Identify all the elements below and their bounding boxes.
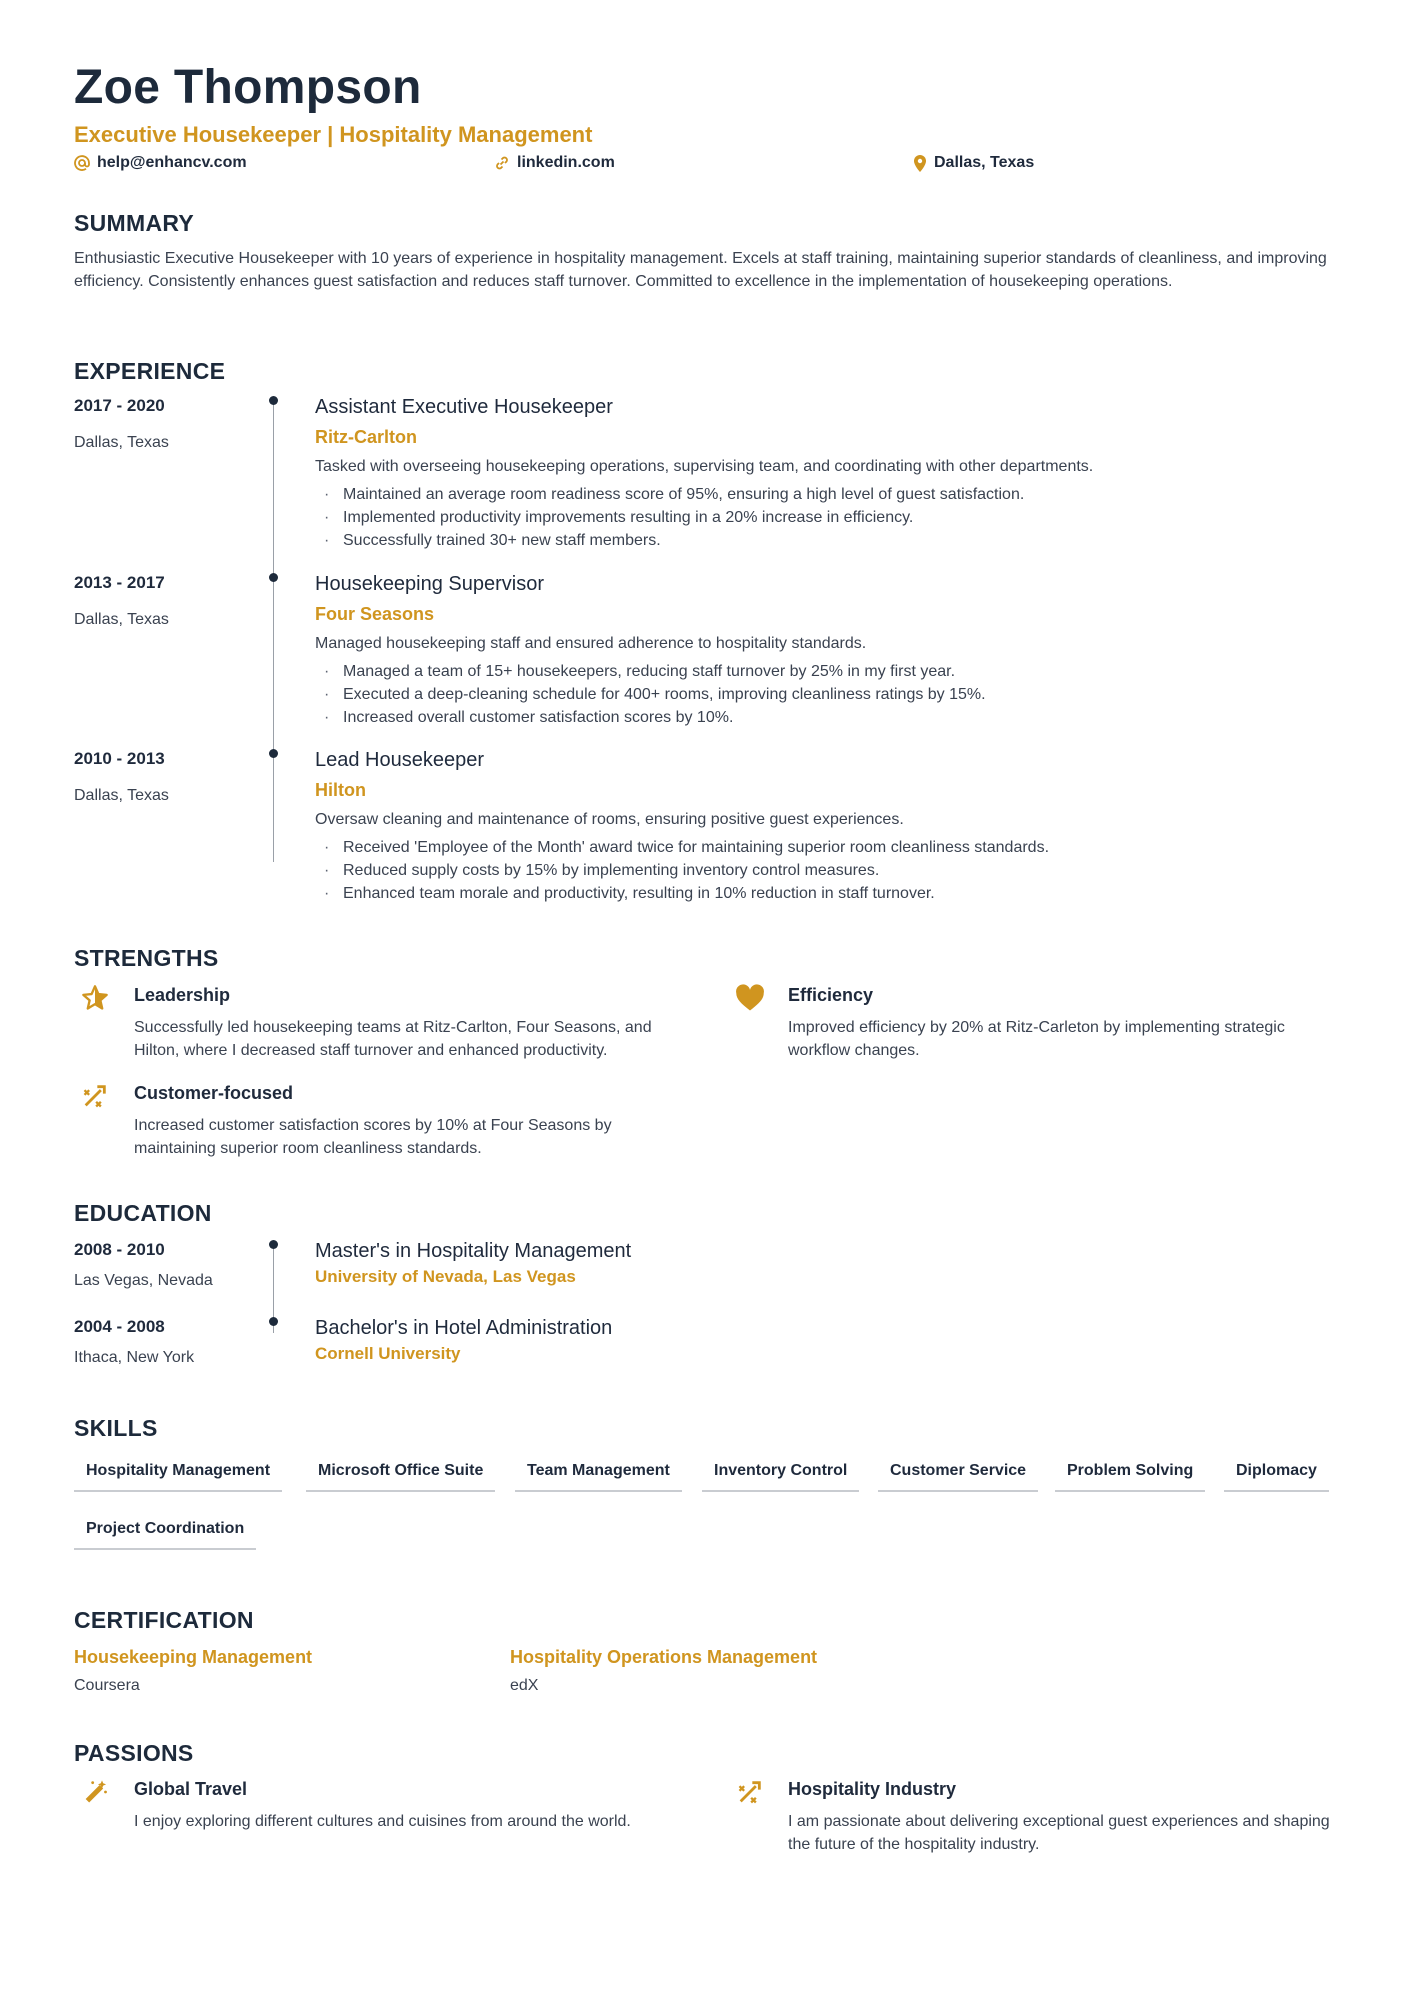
heart-icon: [733, 981, 767, 1015]
education-heading: EDUCATION: [74, 1200, 212, 1226]
job-role: Assistant Executive Housekeeper: [315, 396, 613, 418]
job-bullet: · Enhanced team morale and productivity, resulting in 10% reduction in staff turnover.: [315, 882, 1049, 905]
location-pin-icon: [913, 155, 927, 172]
education-degree: Bachelor's in Hotel Administration: [315, 1317, 613, 1339]
at-icon: [74, 155, 90, 171]
contact-website[interactable]: [494, 154, 615, 172]
job-dates: 2010 - 2013: [74, 749, 165, 768]
location-text: Dallas, Texas: [934, 154, 1035, 171]
strength-text: Successfully led housekeeping teams at Ritz-Carlton, Four Seasons, and Hilton, where I decreased staff turnover and enhanced productivity.: [134, 1019, 652, 1059]
candidate-title: Executive Housekeeper | Hospitality Management: [74, 122, 593, 147]
target-arrow-icon: [733, 1775, 767, 1809]
education-school: Cornell University: [315, 1344, 461, 1363]
contact-location: [913, 154, 1034, 172]
skill-tag: Problem Solving: [1055, 1462, 1205, 1492]
education-dates: 2004 - 2008: [74, 1317, 165, 1336]
magic-wand-icon: [78, 1775, 112, 1809]
job-location: Dallas, Texas: [74, 787, 169, 804]
website-text: linkedin.com: [517, 154, 615, 171]
education-location: Las Vegas, Nevada: [74, 1272, 213, 1289]
job-bullet: · Implemented productivity improvements resulting in a 20% increase in efficiency.: [315, 506, 1024, 529]
skill-tag: Team Management: [515, 1462, 682, 1492]
job-bullets: [315, 483, 1024, 552]
education-degree: Master's in Hospitality Management: [315, 1240, 632, 1262]
strength-text: Increased customer satisfaction scores by 10% at Four Seasons by maintaining superior room cleanliness standards.: [134, 1117, 612, 1157]
strength-title: Leadership: [134, 985, 231, 1005]
skill-tag: Microsoft Office Suite: [306, 1462, 495, 1492]
job-location: Dallas, Texas: [74, 434, 169, 451]
timeline-dot: [269, 1240, 278, 1249]
job-bullet: · Maintained an average room readiness score of 95%, ensuring a high level of guest satisfaction.: [315, 483, 1024, 506]
job-bullet: · Increased overall customer satisfaction scores by 10%.: [315, 706, 986, 729]
skill-tag: Diplomacy: [1224, 1462, 1329, 1492]
job-bullet: · Received 'Employee of the Month' award twice for maintaining superior room cleanliness standards.: [315, 836, 1049, 859]
job-company: Hilton: [315, 780, 366, 800]
education-school: University of Nevada, Las Vegas: [315, 1267, 576, 1286]
experience-heading: EXPERIENCE: [74, 358, 226, 384]
education-location: Ithaca, New York: [74, 1349, 195, 1366]
experience-timeline: [273, 400, 274, 862]
job-role: Lead Housekeeper: [315, 749, 485, 771]
job-description: Tasked with overseeing housekeeping operations, supervising team, and coordinating with other departments.: [315, 458, 1094, 475]
skills-heading: SKILLS: [74, 1415, 158, 1441]
contact-email[interactable]: [74, 154, 247, 172]
job-dates: 2013 - 2017: [74, 573, 165, 592]
education-dates: 2008 - 2010: [74, 1240, 165, 1259]
job-location: Dallas, Texas: [74, 611, 169, 628]
job-company: Ritz-Carlton: [315, 427, 417, 447]
certification-title: Housekeeping Management: [74, 1647, 313, 1667]
timeline-dot: [269, 1317, 278, 1326]
skill-tag: Hospitality Management: [74, 1462, 282, 1492]
passions-heading: PASSIONS: [74, 1740, 194, 1766]
skill-tag: Inventory Control: [702, 1462, 859, 1492]
job-description: Oversaw cleaning and maintenance of rooms, ensuring positive guest experiences.: [315, 811, 904, 828]
timeline-dot: [269, 396, 278, 405]
job-description: Managed housekeeping staff and ensured adherence to hospitality standards.: [315, 635, 867, 652]
timeline-dot: [269, 573, 278, 582]
certification-issuer: Coursera: [74, 1677, 140, 1694]
summary-heading: SUMMARY: [74, 210, 195, 236]
passion-text: I enjoy exploring different cultures and cuisines from around the world.: [134, 1813, 631, 1830]
skill-tag: Customer Service: [878, 1462, 1038, 1492]
passion-title: Hospitality Industry: [788, 1779, 957, 1799]
job-bullet: · Managed a team of 15+ housekeepers, reducing staff turnover by 25% in my first year.: [315, 660, 986, 683]
strength-text: Improved efficiency by 20% at Ritz-Carleton by implementing strategic workflow changes.: [788, 1019, 1285, 1059]
candidate-name: Zoe Thompson: [74, 61, 422, 114]
link-icon: [494, 155, 510, 171]
strengths-heading: STRENGTHS: [74, 945, 219, 971]
certification-issuer: edX: [510, 1677, 539, 1694]
job-bullets: [315, 836, 1049, 905]
job-bullet: · Executed a deep-cleaning schedule for 400+ rooms, improving cleanliness ratings by 15%.: [315, 683, 986, 706]
job-role: Housekeeping Supervisor: [315, 573, 545, 595]
job-bullet: · Successfully trained 30+ new staff members.: [315, 529, 1024, 552]
job-company: Four Seasons: [315, 604, 435, 624]
strength-title: Efficiency: [788, 985, 874, 1005]
job-bullet: · Reduced supply costs by 15% by implementing inventory control measures.: [315, 859, 1049, 882]
certification-heading: CERTIFICATION: [74, 1607, 254, 1633]
skill-tag: Project Coordination: [74, 1520, 256, 1550]
job-dates: 2017 - 2020: [74, 396, 165, 415]
star-icon: [78, 981, 112, 1015]
email-text: help@enhancv.com: [97, 154, 247, 171]
timeline-dot: [269, 749, 278, 758]
passion-text: I am passionate about delivering exceptional guest experiences and shaping the future of the hospitality industry.: [788, 1813, 1330, 1853]
passion-title: Global Travel: [134, 1779, 248, 1799]
certification-title: Hospitality Operations Management: [510, 1647, 818, 1667]
summary-text: Enthusiastic Executive Housekeeper with 10 years of experience in hospitality management. Excels at staff training, maintaining superior standards of cleanliness, and improving efficiency. Consistently enhances guest satisfaction and reduces staff turnover. Committed to excellence in the implementation of housekeeping operations.: [74, 250, 1327, 290]
strength-title: Customer-focused: [134, 1083, 294, 1103]
target-arrow-icon: [78, 1079, 112, 1113]
job-bullets: [315, 660, 986, 729]
